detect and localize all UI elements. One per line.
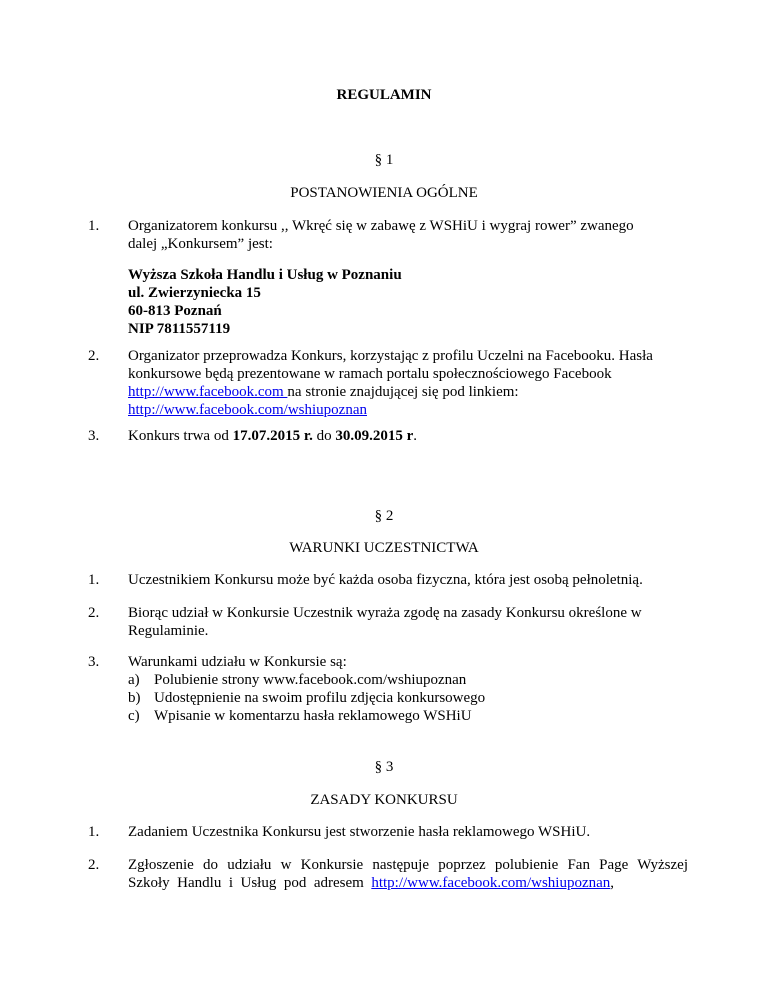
date-from: 17.07.2015 r.: [232, 428, 313, 444]
organizer-street: ul. Zwierzyniecka 15: [128, 285, 261, 301]
s2-item-1-text: Uczestnikiem Konkursu może być każda osoba fizyczna, która jest osobą pełnoletnią.: [128, 572, 643, 588]
organizer-address: [128, 266, 688, 338]
wshiu-facebook-link[interactable]: http://www.facebook.com/wshiupoznan: [128, 402, 367, 418]
condition-b: [128, 689, 688, 707]
condition-a-text: Polubienie strony www.facebook.com/wshiupoznan: [154, 672, 467, 688]
s1-item-2-line-2: konkursowe będą prezentowane w ramach portalu społecznościowego Facebook: [128, 366, 612, 382]
s1-item-1-line-2: dalej „Konkursem” jest:: [128, 236, 273, 252]
s1-item-3-post: .: [413, 428, 418, 444]
s3-item-2-line-1: Zgłoszenie do udziału w Konkursie następuje poprzez polubienie Fan Page Wyższej: [128, 857, 688, 873]
document-title: REGULAMIN: [336, 87, 432, 103]
s1-item-1-line-1: Organizatorem konkursu ,, Wkręć się w zabawę z WSHiU i wygraj rower” zwanego: [128, 218, 634, 234]
condition-c: [128, 707, 688, 725]
section-1-mark: § 1: [374, 152, 394, 168]
s3-item-1-text: Zadaniem Uczestnika Konkursu jest stworzenie hasła reklamowego WSHiU.: [128, 824, 591, 840]
s1-item-3-text: [128, 427, 688, 445]
condition-b-text: Udostępnienie na swoim profilu zdjęcia konkursowego: [154, 690, 486, 706]
section-3-heading: ZASADY KONKURSU: [310, 792, 458, 808]
s1-item-3-number: 3.: [88, 428, 100, 444]
organizer-city: 60-813 Poznań: [128, 303, 222, 319]
s3-item-2-line-2-comma: ,: [610, 875, 615, 891]
section-2-heading: WARUNKI UCZESTNICTWA: [289, 540, 479, 556]
facebook-link[interactable]: http://www.facebook.com: [128, 384, 288, 400]
s1-item-2-line-3-text: na stronie znajdującej się pod linkiem:: [287, 384, 519, 400]
organizer-nip: NIP 7811557119: [128, 321, 231, 337]
s1-item-2-line-1: Organizator przeprowadza Konkurs, korzystając z profilu Uczelni na Facebooku. Hasła: [128, 348, 653, 364]
s2-item-3-text: [128, 653, 688, 725]
condition-c-text: Wpisanie w komentarzu hasła reklamowego WSHiU: [154, 708, 472, 724]
wshiu-fanpage-link[interactable]: http://www.facebook.com/wshiupoznan: [371, 875, 611, 891]
s3-item-2-line-2: [128, 874, 688, 892]
section-1-heading: POSTANOWIENIA OGÓLNE: [290, 185, 478, 201]
s2-item-2-line-1: Biorąc udział w Konkursie Uczestnik wyraża zgodę na zasady Konkursu określone w: [128, 605, 642, 621]
s1-item-2-text: [128, 347, 688, 419]
s3-item-2-number: 2.: [88, 857, 100, 873]
section-3-mark: § 3: [374, 759, 394, 775]
s3-item-2-text: [128, 856, 688, 892]
condition-a: [128, 671, 688, 689]
s1-item-2-number: 2.: [88, 348, 100, 364]
s3-item-1-number: 1.: [88, 824, 100, 840]
s1-item-2-line-4: [128, 401, 688, 419]
section-2-mark: § 2: [374, 508, 394, 524]
condition-c-label: c): [128, 708, 140, 724]
s1-item-1-text: [128, 217, 688, 253]
s2-item-3-intro: Warunkami udziału w Konkursie są:: [128, 654, 347, 670]
s2-item-2-line-2: Regulaminie.: [128, 623, 209, 639]
s1-item-3-mid: do: [312, 428, 336, 444]
s2-item-2-text: [128, 604, 688, 640]
s2-item-2-number: 2.: [88, 605, 100, 621]
condition-a-label: a): [128, 672, 140, 688]
s2-item-1-number: 1.: [88, 572, 100, 588]
s1-item-1-number: 1.: [88, 218, 100, 234]
s1-item-2-line-3: [128, 383, 688, 401]
s3-item-2-line-2-text: Szkoły Handlu i Usług pod adresem: [128, 875, 372, 891]
s1-item-3-pre: Konkurs trwa od: [128, 428, 233, 444]
date-to: 30.09.2015 r: [335, 428, 414, 444]
condition-b-label: b): [128, 690, 141, 706]
s2-item-3-number: 3.: [88, 654, 100, 670]
organizer-name: Wyższa Szkoła Handlu i Usług w Poznaniu: [128, 267, 402, 283]
